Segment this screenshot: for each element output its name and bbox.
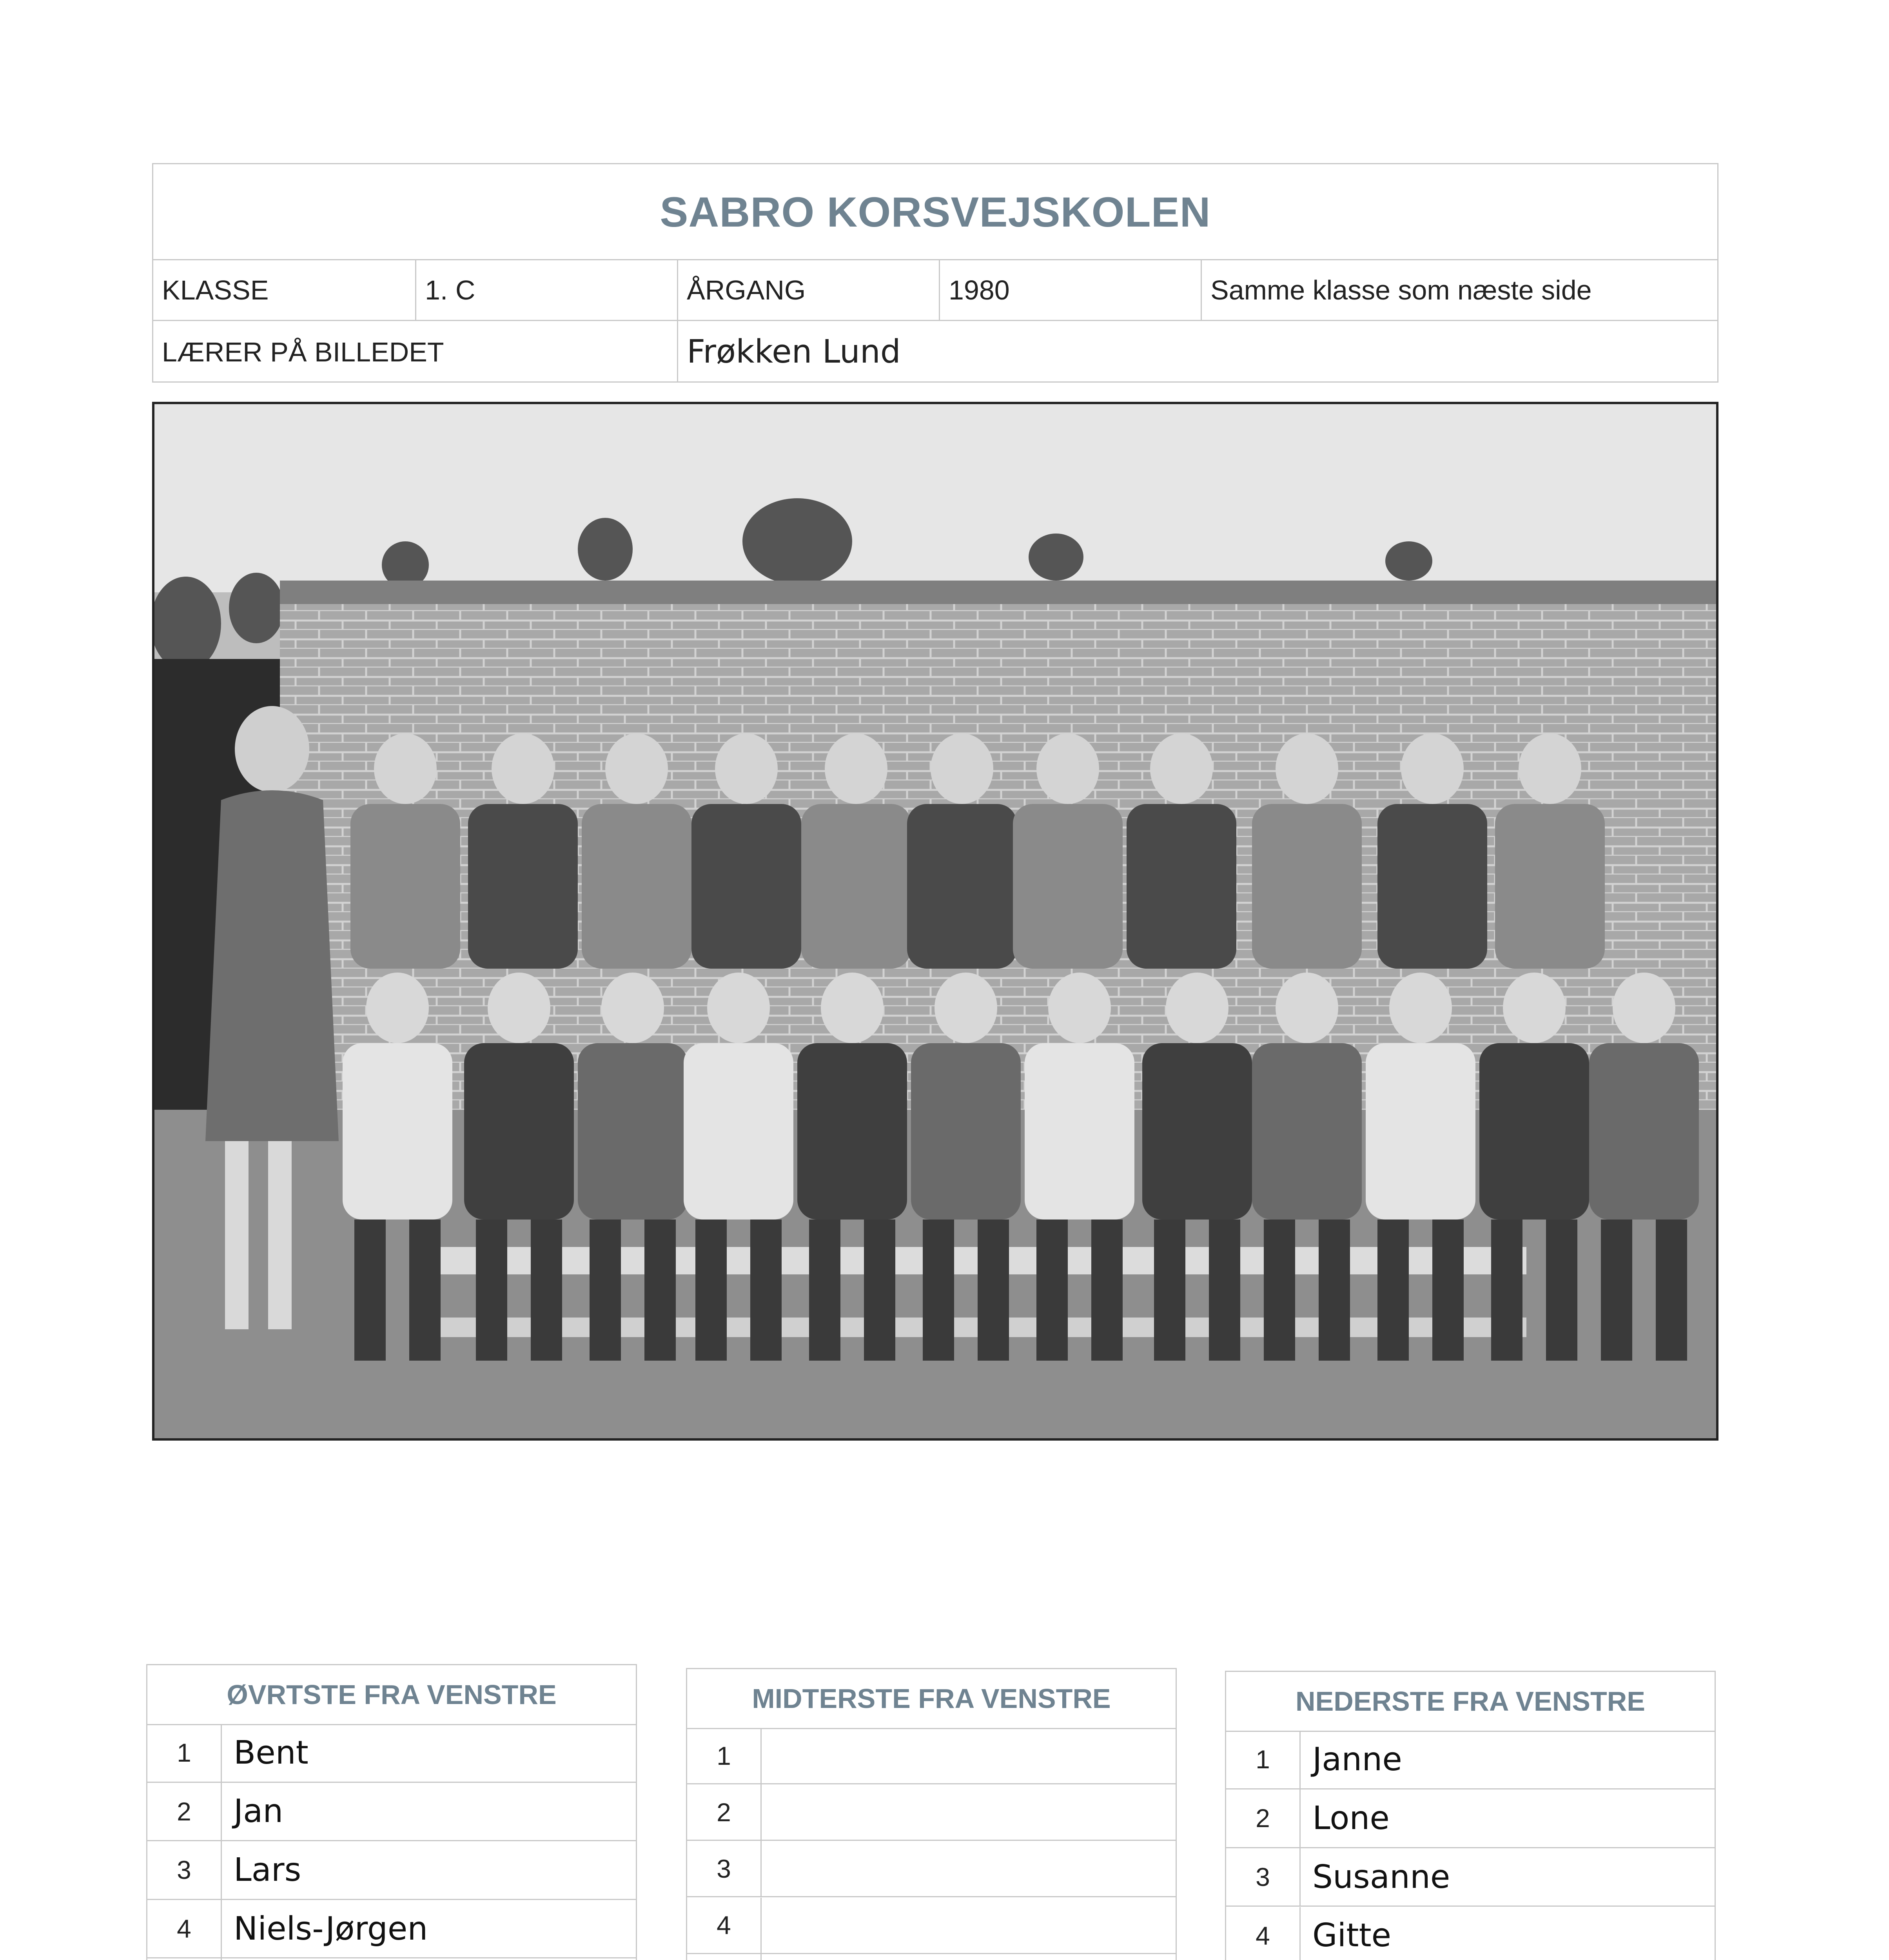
back-row-child-head: [715, 733, 778, 804]
row-number: 4: [687, 1898, 762, 1953]
row-number: 1: [1226, 1731, 1301, 1788]
front-row-child-head: [1389, 973, 1452, 1043]
table-row: [1226, 1731, 1715, 1789]
front-row-child-head: [1048, 973, 1111, 1043]
row-number: 1: [687, 1728, 762, 1783]
teacher-value: Frøkken Lund: [677, 321, 1717, 383]
front-row-child-head: [821, 973, 884, 1043]
back-row-child-body: [468, 804, 578, 969]
back-row-child-body: [1013, 804, 1123, 969]
table-row: [147, 1958, 636, 1960]
front-row-child-body: [684, 1043, 793, 1220]
row-number: [687, 1954, 762, 1960]
row-number: 2: [147, 1783, 222, 1840]
argang-value: 1980: [939, 260, 1201, 320]
klasse-value: 1. C: [415, 260, 677, 320]
front-row-child-head: [1276, 973, 1338, 1043]
row-name: Jan: [234, 1793, 283, 1830]
row-name: [762, 1841, 1176, 1896]
back-row-child-body: [1495, 804, 1605, 969]
klasse-label: KLASSE: [162, 275, 269, 305]
front-row-child-body: [1366, 1043, 1475, 1220]
front-row-child-body: [797, 1043, 907, 1220]
row-number: 4: [1226, 1907, 1301, 1960]
argang-label: ÅRGANG: [677, 260, 939, 320]
back-row-child-head: [1276, 733, 1338, 804]
back-row-child-head: [931, 733, 993, 804]
table-heading: NEDERSTE FRA VENSTRE: [1226, 1672, 1715, 1732]
table-row: [1226, 1789, 1715, 1848]
front-row-child-body: [911, 1043, 1021, 1220]
back-row-child-head: [605, 733, 668, 804]
back-row-child-head: [1036, 733, 1099, 804]
front-row-child-head: [707, 973, 770, 1043]
teacher-head: [235, 706, 309, 792]
row-number: 3: [147, 1841, 222, 1899]
class-info-table: [152, 163, 1718, 383]
back-row-child-head: [1519, 733, 1581, 804]
back-row-child-head: [492, 733, 554, 804]
row-name: Janne: [1312, 1740, 1402, 1778]
front-row-child-head: [366, 973, 429, 1043]
row-number: 2: [1226, 1789, 1301, 1847]
row-name: [222, 1958, 636, 1960]
back-row-child-head: [1401, 733, 1464, 804]
row-name: Susanne: [1312, 1858, 1450, 1896]
back-row-child-head: [825, 733, 887, 804]
back-row-child-body: [582, 804, 691, 969]
row-name: [762, 1728, 1176, 1783]
back-row-child-head: [374, 733, 437, 804]
back-row-child-body: [350, 804, 460, 969]
table-bottom-row: [1225, 1671, 1716, 1960]
front-row-child-body: [1025, 1043, 1134, 1220]
front-row-child-head: [488, 973, 550, 1043]
class-photo: [152, 402, 1718, 1441]
front-row-child-head: [1166, 973, 1228, 1043]
class-info-row: [153, 260, 1717, 321]
front-row-child-body: [464, 1043, 574, 1220]
row-name: Lars: [234, 1851, 301, 1889]
row-number: [147, 1958, 222, 1960]
front-row-child-body: [1252, 1043, 1362, 1220]
front-row-child-body: [1142, 1043, 1252, 1220]
front-row-child-body: [343, 1043, 452, 1220]
back-row-child-body: [1377, 804, 1487, 969]
front-row-child-head: [1503, 973, 1566, 1043]
row-number: 3: [1226, 1848, 1301, 1906]
teacher-label: LÆRER PÅ BILLEDET: [162, 336, 444, 367]
row-name: Bent: [234, 1734, 308, 1771]
table-middle-row: [686, 1668, 1177, 1960]
table-row: [687, 1841, 1176, 1897]
front-row-child-head: [1613, 973, 1675, 1043]
table-row: [687, 1898, 1176, 1954]
back-row-child-body: [801, 804, 911, 969]
back-row-child-body: [1252, 804, 1362, 969]
row-name: Gitte: [1312, 1917, 1392, 1955]
teacher-dress: [205, 790, 339, 1141]
class-photo-image: [154, 404, 1716, 1438]
row-number: 2: [687, 1784, 762, 1840]
row-name: Niels-Jørgen: [234, 1910, 428, 1947]
table-row: [147, 1841, 636, 1900]
table-heading: MIDTERSTE FRA VENSTRE: [687, 1669, 1176, 1729]
row-name: [762, 1898, 1176, 1953]
table-heading: ØVRTSTE FRA VENSTRE: [147, 1665, 636, 1725]
row-name: [762, 1954, 1176, 1960]
front-row-child-head: [935, 973, 997, 1043]
row-name: Lone: [1312, 1799, 1390, 1837]
table-row: [1226, 1907, 1715, 1960]
table-row: [687, 1728, 1176, 1784]
back-row-child-body: [907, 804, 1017, 969]
front-row-child-body: [1589, 1043, 1699, 1220]
front-row-child-body: [1479, 1043, 1589, 1220]
front-row-child-head: [601, 973, 664, 1043]
table-row: [1226, 1848, 1715, 1907]
back-row-child-body: [691, 804, 801, 969]
teacher-row: [153, 321, 1717, 383]
back-row-child-body: [1127, 804, 1236, 969]
table-top-row: [146, 1664, 637, 1960]
table-row: [687, 1784, 1176, 1841]
row-number: 3: [687, 1841, 762, 1896]
row-number: 4: [147, 1900, 222, 1958]
table-row: [147, 1783, 636, 1842]
row-name: [762, 1784, 1176, 1840]
table-row: [687, 1954, 1176, 1960]
row-number: 1: [147, 1724, 222, 1782]
front-row-child-body: [578, 1043, 688, 1220]
table-row: [147, 1724, 636, 1783]
school-title: SABRO KORSVEJSKOLEN: [153, 164, 1717, 260]
table-row: [147, 1900, 636, 1959]
back-row-child-head: [1150, 733, 1213, 804]
class-note: Samme klasse som næste side: [1201, 260, 1717, 320]
